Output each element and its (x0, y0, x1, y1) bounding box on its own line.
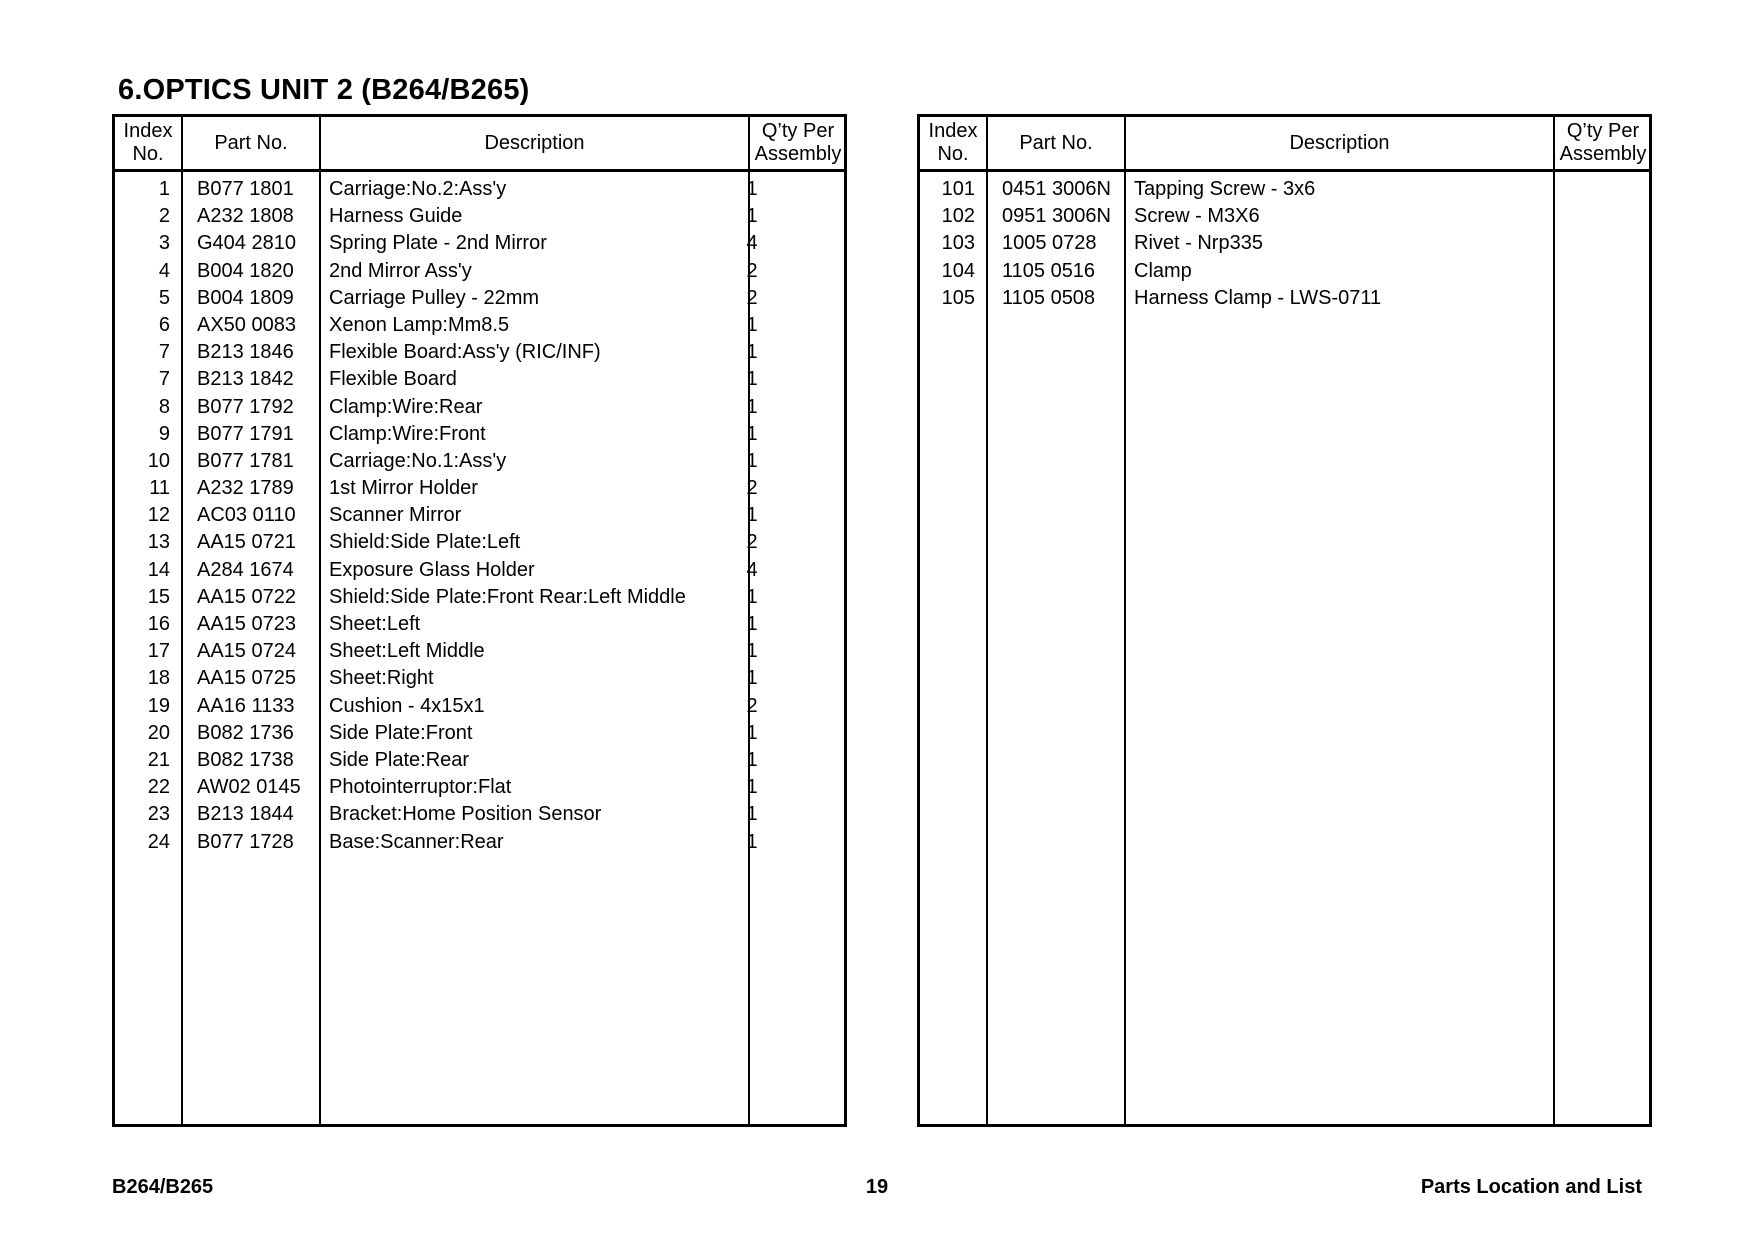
description-cell: Scanner Mirror (329, 504, 462, 527)
table-row (920, 258, 1649, 285)
header-description: Description (484, 131, 585, 154)
index-cell: 14 (147, 558, 170, 581)
description-cell: Clamp:Wire:Rear (329, 395, 483, 418)
index-cell: 12 (147, 504, 170, 527)
table-row: 1 B077 1801 Carriage:No.2:Ass'y 1 (115, 176, 844, 203)
index-cell: 18 (147, 667, 170, 690)
header-divider (920, 169, 1649, 172)
part-no-cell: 1105 0508 (1002, 286, 1096, 309)
index-cell: 13 (147, 531, 170, 554)
index-cell: 16 (147, 613, 170, 635)
table-row: 5 B004 1809 Carriage Pulley - 22mm 2 (115, 285, 844, 312)
index-cell: 2 (158, 205, 170, 228)
header-qty: Q’ty Per Assembly (754, 120, 842, 165)
part-no-cell: B213 1842 (197, 368, 294, 391)
table-row: 2 A232 1808 Harness Guide 1 (115, 203, 844, 230)
part-no-cell: AA15 0724 (197, 640, 296, 663)
table-row: 7 B213 1846 Flexible Board:Ass'y (RIC/INF) 1 (115, 339, 844, 366)
index-cell: 6 (158, 313, 170, 336)
description-cell: Sheet:Right (329, 667, 434, 690)
header-part-no: Part No. (1019, 131, 1093, 154)
part-no-cell: B213 1844 (197, 803, 294, 826)
table-row: 9 B077 1791 Clamp:Wire:Front 1 (115, 421, 844, 448)
header-description: Description (1289, 131, 1390, 154)
index-cell: 8 (158, 395, 170, 418)
description-cell: Flexible Board (329, 368, 457, 391)
description-cell: Shield:Side Plate:Left (329, 531, 521, 554)
description-cell: Carriage:No.1:Ass'y (329, 449, 507, 472)
description-cell: Exposure Glass Holder (329, 558, 535, 581)
description-cell: Photointerruptor:Flat (329, 776, 512, 799)
index-cell: 17 (147, 640, 170, 663)
part-no-cell: 0951 3006N (1002, 205, 1111, 228)
table-row: 4 B004 1820 2nd Mirror Ass'y 2 (115, 258, 844, 285)
description-cell: Screw - M3X6 (1134, 205, 1260, 228)
index-cell: 15 (147, 585, 170, 608)
table-row: 6 AX50 0083 Xenon Lamp:Mm8.5 1 (115, 312, 844, 339)
table-row (920, 285, 1649, 312)
description-cell: Sheet:Left (329, 613, 421, 635)
description-cell: Clamp (1134, 259, 1192, 282)
index-cell: 23 (147, 803, 170, 826)
table-row: 19 AA16 1133 Cushion - 4x15x1 2 (115, 693, 844, 720)
index-cell: 24 (147, 830, 170, 853)
table-row: 17 AA15 0724 Sheet:Left Middle 1 (115, 638, 844, 665)
index-cell: 20 (147, 721, 170, 744)
index-cell: 19 (147, 694, 170, 717)
description-cell: Harness Guide (329, 205, 463, 228)
part-no-cell: AA15 0721 (197, 531, 296, 554)
description-cell: 2nd Mirror Ass'y (329, 259, 472, 282)
part-no-cell: AC03 0110 (197, 504, 296, 527)
part-no-cell: AA15 0722 (197, 585, 296, 608)
part-no-cell: G404 2810 (197, 232, 296, 255)
header-qty: Q’ty Per Assembly (1559, 120, 1647, 165)
table-row: 21 B082 1738 Side Plate:Rear 1 (115, 747, 844, 774)
table-row: 10 B077 1781 Carriage:No.1:Ass'y 1 (115, 448, 844, 475)
part-no-cell: A284 1674 (197, 558, 294, 581)
page-number: 19 (865, 1176, 889, 1198)
table-row: 18 AA15 0725 Sheet:Right 1 (115, 665, 844, 692)
index-cell: 101 (941, 178, 975, 200)
table-row (920, 230, 1649, 257)
description-cell: Side Plate:Rear (329, 748, 470, 771)
header-divider (115, 169, 844, 172)
index-cell: 102 (941, 205, 975, 228)
index-cell: 5 (158, 286, 170, 309)
part-no-cell: B213 1846 (197, 341, 294, 364)
part-no-cell: A232 1789 (197, 477, 294, 500)
index-cell: 104 (941, 259, 975, 282)
table-row: 24 B077 1728 Base:Scanner:Rear 1 (115, 829, 844, 856)
index-cell: 103 (941, 232, 975, 255)
header-part-no: Part No. (214, 131, 288, 154)
part-no-cell: 1105 0516 (1002, 259, 1096, 282)
description-cell: Clamp:Wire:Front (329, 422, 486, 445)
index-cell: 7 (158, 368, 170, 391)
part-no-cell: B082 1738 (197, 748, 294, 771)
table-row: 14 A284 1674 Exposure Glass Holder 4 (115, 557, 844, 584)
description-cell: Side Plate:Front (329, 721, 473, 744)
description-cell: 1st Mirror Holder (329, 477, 478, 500)
description-cell: Spring Plate - 2nd Mirror (329, 232, 547, 255)
description-cell: Tapping Screw - 3x6 (1134, 178, 1316, 200)
part-no-cell: 1005 0728 (1002, 232, 1097, 255)
index-cell: 1 (158, 178, 170, 200)
description-cell: Xenon Lamp:Mm8.5 (329, 313, 510, 336)
footer-section-title: Parts Location and List (1420, 1176, 1642, 1198)
parts-table-right (917, 114, 1652, 1127)
part-no-cell: AA15 0725 (197, 667, 296, 690)
table-row: 8 B077 1792 Clamp:Wire:Rear 1 (115, 394, 844, 421)
index-cell: 22 (147, 776, 170, 799)
description-cell: Rivet - Nrp335 (1134, 232, 1263, 255)
part-no-cell: AW02 0145 (197, 776, 301, 799)
index-cell: 105 (941, 286, 975, 309)
footer-model: B264/B265 (112, 1176, 214, 1198)
description-cell: Shield:Side Plate:Front Rear:Left Middle (329, 585, 686, 608)
index-cell: 3 (158, 232, 170, 255)
header-index: Index No. (928, 120, 978, 165)
part-no-cell: A232 1808 (197, 205, 294, 228)
description-cell: Cushion - 4x15x1 (329, 694, 485, 717)
part-no-cell: B077 1781 (197, 449, 294, 472)
part-no-cell: AA15 0723 (197, 613, 296, 635)
part-no-cell: B077 1801 (197, 178, 294, 200)
part-no-cell: AA16 1133 (197, 694, 295, 717)
description-cell: Harness Clamp - LWS-0711 (1134, 286, 1382, 309)
part-no-cell: B077 1791 (197, 422, 294, 445)
table-row: 13 AA15 0721 Shield:Side Plate:Left 2 (115, 529, 844, 556)
part-no-cell: B077 1728 (197, 830, 294, 853)
index-cell: 4 (158, 259, 170, 282)
table-row (920, 203, 1649, 230)
table-row: 16 AA15 0723 Sheet:Left 1 (115, 611, 844, 638)
table-row (920, 176, 1649, 203)
index-cell: 11 (149, 477, 170, 500)
description-cell: Bracket:Home Position Sensor (329, 803, 602, 826)
index-cell: 9 (158, 422, 170, 445)
description-cell: Base:Scanner:Rear (329, 830, 504, 853)
part-no-cell: B004 1809 (197, 286, 294, 309)
index-cell: 10 (147, 449, 170, 472)
table-row: 15 AA15 0722 Shield:Side Plate:Front Rear:Left Middle 1 (115, 584, 844, 611)
index-cell: 7 (158, 341, 170, 364)
description-cell: Flexible Board:Ass'y (RIC/INF) (329, 341, 601, 364)
part-no-cell: B004 1820 (197, 259, 294, 282)
index-cell: 21 (147, 748, 170, 771)
table-body (115, 176, 844, 856)
table-body (920, 176, 1649, 312)
part-no-cell: B082 1736 (197, 721, 294, 744)
table-row: 12 AC03 0110 Scanner Mirror 1 (115, 502, 844, 529)
part-no-cell: B077 1792 (197, 395, 294, 418)
page-title: 6.OPTICS UNIT 2 (B264/B265) (118, 74, 530, 106)
part-no-cell: AX50 0083 (197, 313, 296, 336)
table-row: 23 B213 1844 Bracket:Home Position Sensor 1 (115, 801, 844, 828)
table-row: 11 A232 1789 1st Mirror Holder 2 (115, 475, 844, 502)
table-row: 7 B213 1842 Flexible Board 1 (115, 366, 844, 393)
description-cell: Carriage:No.2:Ass'y (329, 178, 507, 200)
parts-table-left (112, 114, 847, 1127)
table-row: 20 B082 1736 Side Plate:Front 1 (115, 720, 844, 747)
description-cell: Sheet:Left Middle (329, 640, 485, 663)
description-cell: Carriage Pulley - 22mm (329, 286, 540, 309)
table-row: 22 AW02 0145 Photointerruptor:Flat 1 (115, 774, 844, 801)
header-index: Index No. (123, 120, 173, 165)
table-row: 3 G404 2810 Spring Plate - 2nd Mirror 4 (115, 230, 844, 257)
part-no-cell: 0451 3006N (1002, 178, 1111, 200)
